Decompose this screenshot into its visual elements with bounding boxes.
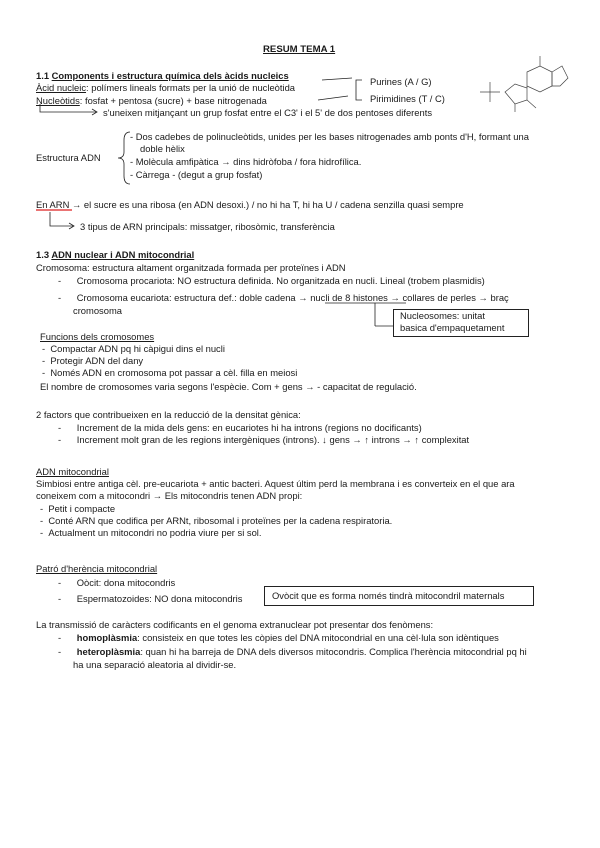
- cromosoma-def: Cromosoma: estructura altament organitzada formada per proteïnes i ADN: [36, 262, 346, 273]
- nucleotide-arrow: [318, 96, 348, 100]
- factor-text: Increment molt gran de les regions intergèniques (introns). ↓ gens → ↑ introns → ↑ complexitat: [76, 434, 470, 445]
- factor-item: - Increment molt gran de les regions intergèniques (introns). ↓ gens → ↑ introns → ↑ complexitat: [58, 434, 470, 445]
- patro-item: - Espermatozoides: NO dona mitocondris: [58, 593, 243, 604]
- mito-heading: ADN mitocondrial: [36, 466, 109, 477]
- arn-types: 3 tipus de ARN principals: missatger, ribosòmic, transferència: [80, 221, 335, 232]
- funcio-text: Només ADN en cromosoma pot passar a cèl. filla en meiosi: [50, 367, 298, 378]
- base-purines: Purines (A / G): [370, 76, 432, 87]
- estructura-item: - Molècula amfipàtica → dins hidròfoba / fora hidrofílica.: [130, 156, 362, 167]
- funcio-item: - Només ADN en cromosoma pot passar a cèl. filla en meiosi: [42, 367, 298, 378]
- nucleotide-label: Nucleòtids: [36, 95, 80, 106]
- estructura-item-cont: doble hèlix: [140, 143, 185, 154]
- nucleotide-text: : fosfat + pentosa (sucre) + base nitrogenada: [79, 95, 267, 106]
- factor-text: Increment de la mida dels gens: en eucariotes hi ha introns (regions no docificants): [76, 422, 422, 433]
- base-pirimidines: Pirimidines (T / C): [370, 93, 445, 104]
- section-title: ADN nuclear i ADN mitocondrial: [51, 249, 195, 260]
- nucleotide-molecule-sketch: [480, 56, 568, 112]
- mito-paragraph-line: coneixem com a mitocondri → Els mitocondris tenen ADN propi:: [36, 490, 303, 501]
- mito-item-text: Conté ARN que codifica per ARNt, ribosomal i proteïnes per la cadena respiratoria.: [48, 515, 393, 526]
- cromosoma-item-cont: cromosoma: [73, 305, 122, 316]
- link-text: s'uneixen mitjançant un grup fosfat entre el C3' i el 5' de dos pentoses diferents: [103, 107, 433, 118]
- estructura-text: Dos cadebes de polinucleòtids, unides per les bases nitrogenades amb ponts d'H, formant una: [135, 131, 529, 142]
- page-title: RESUM TEMA 1: [263, 44, 336, 55]
- estructura-text: Càrrega - (degut a grup fosfat): [135, 169, 263, 180]
- fenomen-term: heteroplàsmia: [76, 646, 141, 657]
- bases-bracket: [356, 80, 362, 100]
- bases-arrow-top: [322, 78, 352, 80]
- funcio-text: Compactar ADN pq hi càpigui dins el nucli: [50, 343, 225, 354]
- factors-heading: 2 factors que contribueixen en la reducció de la densitat gènica:: [36, 409, 301, 420]
- acid-nucleic-label: Àcid nucleic: [36, 82, 87, 93]
- patro-item-text: Espermatozoides: NO dona mitocondris: [76, 593, 243, 604]
- nucleosome-box-line: basica d'empaquetament: [400, 322, 505, 333]
- section-title: Components i estructura química dels àcids nucleics: [51, 70, 289, 81]
- estructura-brace: [118, 132, 130, 184]
- factor-item: - Increment de la mida dels gens: en eucariotes hi ha introns (regions no docificants): [58, 422, 422, 433]
- mito-item-text: Petit i compacte: [48, 503, 116, 514]
- estructura-text: Molècula amfipàtica → dins hidròfoba / fora hidrofílica.: [135, 156, 362, 167]
- estructura-label: Estructura ADN: [36, 152, 101, 163]
- funcio-item: - Protegir ADN del dany: [42, 355, 144, 366]
- mito-item-text: Actualment un mitocondri no podria viure per si sol.: [48, 527, 262, 538]
- patro-box-text: Ovòcit que es forma només tindrà mitocondril maternals: [272, 590, 505, 601]
- cromosoma-item-text: Cromosoma procariota: NO estructura definida. No organitzada en nucli. Lineal (trobem plasmidis): [76, 275, 485, 286]
- fenomen-term: homoplàsmia: [76, 632, 138, 643]
- fenomen-text: : consisteix en que totes les còpies del DNA mitocondrial en una cèl·lula son idèntiques: [137, 632, 499, 643]
- nucleotide-line: [36, 95, 267, 107]
- cromosoma-item: - Cromosoma eucariota: estructura def.: doble cadena → nucli de 8 histones → collares de perles → braç: [58, 292, 509, 303]
- estructura-item: - Càrrega - (degut a grup fosfat): [130, 169, 263, 180]
- acid-nucleic-text: : polímers lineals formats per la unió de nucleòtida: [86, 82, 295, 93]
- section-number: 1.1: [36, 70, 50, 81]
- mito-item: - Conté ARN que codifica per ARNt, ribosomal i proteïnes per la cadena respiratoria.: [40, 515, 393, 526]
- mito-item: - Actualment un mitocondri no podria viure per si sol.: [40, 527, 262, 538]
- mito-item: - Petit i compacte: [40, 503, 116, 514]
- section-1-1-heading: [36, 70, 289, 82]
- cromosoma-item-text: Cromosoma eucariota: estructura def.: doble cadena → nucli de 8 histones → collares de perles → braç: [76, 292, 509, 303]
- transmissio-line: La transmissió de caràcters codificants en el genoma extranuclear pot presentar dos fenòmens:: [36, 619, 434, 630]
- cromosoma-item: - Cromosoma procariota: NO estructura definida. No organitzada en nucli. Lineal (trobem plasmidis): [58, 275, 485, 286]
- funcions-heading: Funcions dels cromosomes: [40, 331, 155, 342]
- section-1-3-heading: [36, 249, 194, 261]
- fenomen-item: - homoplàsmia: consisteix en que totes les còpies del DNA mitocondrial en una cèl·lula son idèntiques: [58, 632, 499, 643]
- nombre-cromosomes: El nombre de cromosomes varia segons l'espècie. Com + gens → - capacitat de regulació.: [40, 381, 417, 392]
- arn-line: En ARN → el sucre es una ribosa (en ADN desoxi.) / no hi ha T, hi ha U / cadena senzilla quasi sempre: [36, 199, 464, 210]
- mito-paragraph-line: Simbiosi entre antiga cèl. pre-eucariota + antic bacteri. Aquest últim perd la membrana i es converteix en el que ara: [36, 478, 515, 489]
- fenomen-text: : quan hi ha barreja de DNA dels diversos mitocondris. Complica l'herència mitocondrial pq hi: [140, 646, 527, 657]
- acid-nucleic-line: [36, 82, 295, 94]
- fenomen-item-cont: ha una separació aleatoria al dividir-se.: [73, 659, 237, 670]
- funcio-item: - Compactar ADN pq hi càpigui dins el nucli: [42, 343, 225, 354]
- estructura-item: - Dos cadebes de polinucleòtids, unides per les bases nitrogenades amb ponts d'H, formant una: [130, 131, 529, 142]
- patro-item-text: Oòcit: dona mitocondris: [76, 577, 176, 588]
- patro-item: - Oòcit: dona mitocondris: [58, 577, 176, 588]
- fenomen-item: - heteroplàsmia: quan hi ha barreja de DNA dels diversos mitocondris. Complica l'herència mitocondrial pq hi: [58, 646, 527, 657]
- section-number: 1.3: [36, 249, 50, 260]
- funcio-text: Protegir ADN del dany: [50, 355, 144, 366]
- patro-heading: Patró d'herència mitocondrial: [36, 563, 158, 574]
- nucleosome-box-line: Nucleosomes: unitat: [400, 310, 485, 321]
